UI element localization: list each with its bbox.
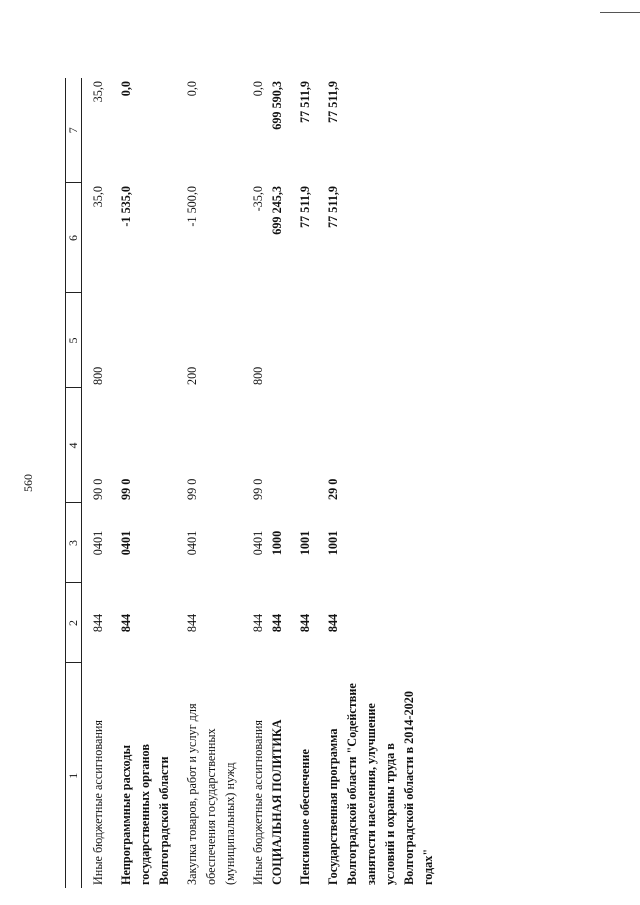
row-target: 99 0 bbox=[251, 478, 265, 500]
table-row bbox=[296, 78, 324, 888]
row-change: -1 500,0 bbox=[185, 186, 199, 227]
row-total: 77 511,9 bbox=[326, 81, 340, 123]
row-section: 1000 bbox=[270, 530, 284, 556]
row-change: 77 511,9 bbox=[298, 186, 312, 228]
row-total: 35,0 bbox=[91, 81, 105, 103]
budget-table bbox=[65, 78, 438, 888]
page-content bbox=[21, 78, 435, 888]
row-name: Закупка товаров, работ и услуг для обеспечения государственных (муниципальных) нужд bbox=[185, 703, 237, 885]
row-target bbox=[268, 388, 296, 503]
row-code: 844 bbox=[91, 613, 105, 633]
row-total: 77 511,9 bbox=[298, 81, 312, 123]
row-name: Иные бюджетные ассигнования bbox=[91, 719, 105, 885]
table-row bbox=[268, 78, 296, 888]
row-total: 0,0 bbox=[119, 81, 133, 97]
row-name: Пенсионное обеспечение bbox=[298, 749, 312, 885]
header-row bbox=[66, 78, 82, 888]
row-code: 844 bbox=[270, 613, 284, 633]
row-section: 0401 bbox=[185, 530, 199, 556]
row-name: Государственная программа Волгоградской области "Содействие занятости населения, улучшение условий и охраны труда в Волгоградской области в 2014-2020 годах" bbox=[326, 683, 435, 885]
row-section: 0401 bbox=[251, 530, 265, 556]
header-col-4: 4 bbox=[66, 388, 82, 503]
row-change: -1 535,0 bbox=[119, 186, 133, 227]
row-section: 0401 bbox=[119, 530, 133, 556]
header-col-3: 3 bbox=[66, 503, 82, 583]
table-row bbox=[324, 78, 438, 888]
row-type bbox=[324, 293, 438, 388]
row-total: 0,0 bbox=[185, 81, 199, 97]
row-code: 844 bbox=[251, 613, 265, 633]
corner-mark bbox=[600, 12, 640, 13]
row-code: 844 bbox=[298, 613, 312, 633]
row-target: 99 0 bbox=[185, 478, 199, 500]
row-total: 0,0 bbox=[251, 81, 265, 97]
row-name: Иные бюджетные ассигнования bbox=[251, 719, 265, 885]
table-row bbox=[183, 78, 249, 888]
row-change: 699 245,3 bbox=[270, 186, 284, 235]
row-code: 844 bbox=[326, 613, 340, 633]
header-col-2: 2 bbox=[66, 583, 82, 663]
header-col-6: 6 bbox=[66, 183, 82, 293]
row-type bbox=[268, 293, 296, 388]
row-change: -35,0 bbox=[251, 186, 265, 212]
row-type bbox=[117, 293, 183, 388]
header-col-7: 7 bbox=[66, 78, 82, 183]
row-code: 844 bbox=[185, 613, 199, 633]
row-total: 699 590,3 bbox=[270, 81, 284, 130]
row-change: 35,0 bbox=[91, 186, 105, 208]
row-target: 90 0 bbox=[91, 478, 105, 500]
row-section: 1001 bbox=[298, 530, 312, 556]
row-target bbox=[296, 388, 324, 503]
header-col-5: 5 bbox=[66, 293, 82, 388]
row-type bbox=[296, 293, 324, 388]
row-code: 844 bbox=[119, 613, 133, 633]
table-row bbox=[117, 78, 183, 888]
rotated-page bbox=[21, 78, 435, 888]
page-number: 560 bbox=[21, 474, 35, 492]
row-type: 800 bbox=[91, 366, 105, 385]
row-section: 1001 bbox=[326, 530, 340, 556]
row-target: 99 0 bbox=[119, 478, 133, 500]
row-type: 800 bbox=[251, 366, 265, 385]
table-row bbox=[249, 78, 268, 888]
row-type: 200 bbox=[185, 366, 199, 385]
header-col-1: 1 bbox=[66, 663, 82, 888]
table-row bbox=[82, 78, 118, 888]
row-change: 77 511,9 bbox=[326, 186, 340, 228]
row-name: СОЦИАЛЬНАЯ ПОЛИТИКА bbox=[270, 719, 284, 885]
row-target: 29 0 bbox=[326, 478, 340, 500]
row-section: 0401 bbox=[91, 530, 105, 556]
row-name: Непрограммные расходы государственных органов Волгоградской области bbox=[119, 744, 171, 885]
